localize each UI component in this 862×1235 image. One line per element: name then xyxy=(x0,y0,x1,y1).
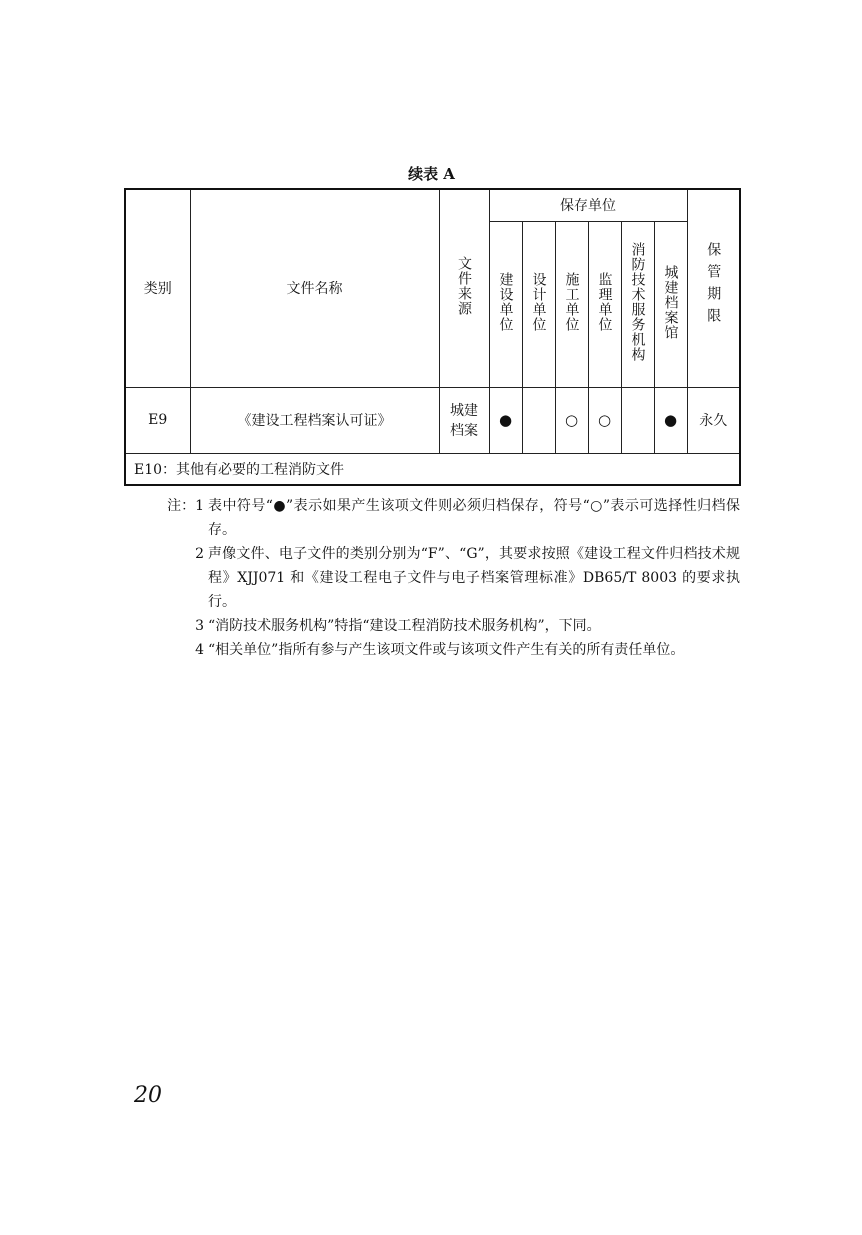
cell-mark-building: ○ xyxy=(555,387,588,453)
row-e10: E10：其他有必要的工程消防文件 xyxy=(125,453,740,485)
cell-mark-archive-hall: ● xyxy=(654,387,687,453)
header-category: 类别 xyxy=(125,189,190,387)
header-retention-text: 保管期限 xyxy=(705,242,722,331)
cell-file-name: 《建设工程档案认可证》 xyxy=(190,387,439,453)
header-file-source-text: 文件来源 xyxy=(456,256,473,317)
header-unit-construction: 建设单位 xyxy=(489,221,522,387)
header-unit-fire-service: 消防技术服务机构 xyxy=(621,221,654,387)
cell-mark-construction: ● xyxy=(489,387,522,453)
header-file-name: 文件名称 xyxy=(190,189,439,387)
table-row xyxy=(125,387,740,453)
header-unit-archive-hall: 城建档案馆 xyxy=(654,221,687,387)
cell-mark-design xyxy=(522,387,555,453)
header-unit-building: 施工单位 xyxy=(555,221,588,387)
page-number: 20 xyxy=(134,1083,162,1108)
note-item: 4 “相关单位”指所有参与产生该项文件或与该项文件产生有关的所有责任单位。 xyxy=(195,642,685,658)
header-retention xyxy=(687,189,740,387)
header-unit-supervision: 监理单位 xyxy=(588,221,621,387)
cell-file-source: 城建 档案 xyxy=(439,387,489,453)
cell-retention: 永久 xyxy=(687,387,740,453)
cell-mark-fire-service xyxy=(621,387,654,453)
table-caption: 续表 A xyxy=(408,165,455,183)
note-item: 2 声像文件、电子文件的类别分别为“F”、“G”，其要求按照《建设工程文件归档技术规程》XJJ071 和《建设工程电子文件与电子档案管理标准》DB65/T 8003 的要求执行。 xyxy=(195,546,740,610)
cell-mark-supervision: ○ xyxy=(588,387,621,453)
note-item: 3 “消防技术服务机构”特指“建设工程消防技术服务机构”，下同。 xyxy=(195,618,601,634)
cell-category: E9 xyxy=(125,387,190,453)
header-unit-design: 设计单位 xyxy=(522,221,555,387)
note-item: 注：1 表中符号“●”表示如果产生该项文件则必须归档保存，符号“○”表示可选择性归档保存。 xyxy=(167,498,740,538)
header-file-source xyxy=(439,189,489,387)
archive-table xyxy=(124,188,741,486)
notes xyxy=(160,494,740,662)
header-keeping-units: 保存单位 xyxy=(489,189,687,221)
